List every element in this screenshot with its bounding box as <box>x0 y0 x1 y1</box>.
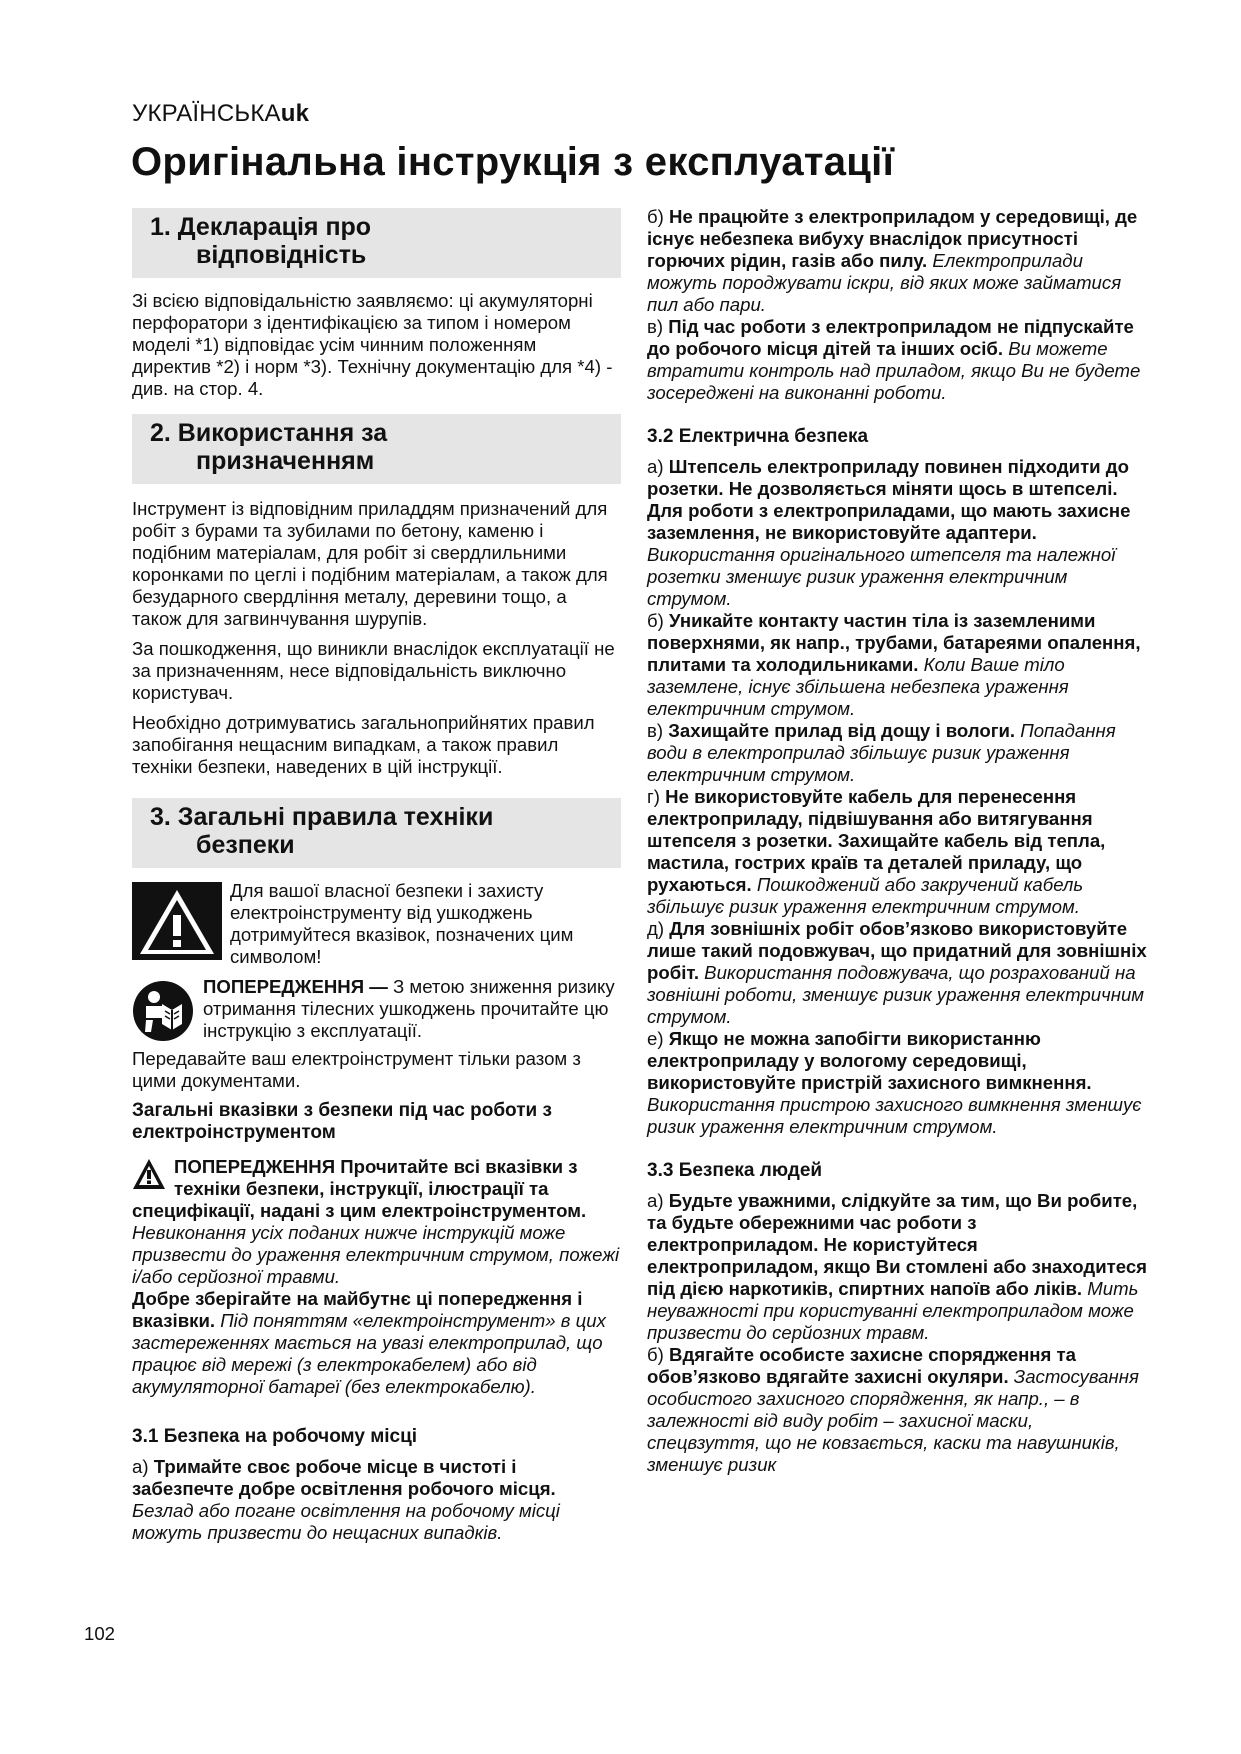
language-code: uk <box>280 100 310 127</box>
general-safety-heading: Загальні вказівки з безпеки під час роботи з електроінструментом <box>132 1100 552 1143</box>
left-column <box>132 208 620 1544</box>
rule-3-3-a: а) Будьте уважними, слідкуйте за тим, що Ви робите, та будьте обережними час роботи з електроприладом. Не користуйтеся електроприладом, якщо Ви стомлені або знаходитеся під дією наркотиків, спиртних напоїв або ліків. Мить неуважності при користуванні електроприладом може призвести до серйозних травм. <box>647 1190 1148 1343</box>
section-3-heading: 3. Загальні правила техніки безпеки <box>132 798 621 868</box>
general-warning-text: ПОПЕРЕДЖЕННЯ Прочитайте всі вказівки з техніки безпеки, інструкції, ілюстрації та специфікації, надані з цим електроінструментом. Невиконання усіх поданих нижче інструкцій може призвести до ураження електричним струмом, пожежі і/або серйозної травми. <box>132 1156 620 1287</box>
warning-icon-small <box>132 1158 166 1190</box>
read-manual-warning <box>132 976 620 1042</box>
read-manual-text: ПОПЕРЕДЖЕННЯ — З метою зниження ризику отримання тілесних ушкоджень прочитайте цю інструкцію з експлуатації. <box>203 976 615 1041</box>
rule-3-3-b: б) Вдягайте особисте захисне спорядження та обов’язково вдягайте захисні окуляри. Застосування особистого захисного спорядження, як напр., – в залежності від виду робіт – захисної маски, спецвзуття, що не ковзається, каски та навушників, зменшує ризик <box>647 1344 1139 1475</box>
safety-symbol-note <box>132 882 620 968</box>
section-1-heading: 1. Декларація про відповідність <box>132 208 621 278</box>
right-column <box>647 206 1147 1476</box>
general-warning-block <box>132 1156 620 1398</box>
rule-3-2-d: г) Не використовуйте кабель для перенесення електроприладу, підвішування або витягування штепселя з розетки. Захищайте кабель від тепла, мастила, гострих країв та деталей приладу, що рухаються. Пошкоджений або закручений кабель збільшує ризик ураження електричним струмом. <box>647 786 1106 917</box>
rule-3-2-e: д) Для зовнішніх робіт обов’язково використовуйте лише такий подовжувач, що придатний для зовнішніх робіт. Використання подовжувача, що розрахований на зовнішні роботи, зменшує ризик ураження електричним струмом. <box>647 918 1147 1027</box>
rule-3-2-c: в) Захищайте прилад від дощу і вологи. Попадання води в електроприлад збільшує ризик ураження електричним струмом. <box>647 720 1116 785</box>
page-number: 102 <box>84 1623 116 1644</box>
intended-use-paragraph-3: Необхідно дотримуватись загальноприйнятих правил запобігання нещасним випадкам, а також правил техніки безпеки, наведених в цій інструкції. <box>132 712 595 777</box>
language-label <box>132 100 309 128</box>
intended-use-paragraph-2: За пошкодження, що виникли внаслідок експлуатації не за призначенням, несе відповідальність виключно користувач. <box>132 638 615 703</box>
rule-3-2-b: б) Уникайте контакту частин тіла із заземленими поверхнями, як напр., трубами, батареями опалення, плитами та холодильниками. Коли Ваше тіло заземлене, існує збільшена небезпека ураження електричним струмом. <box>647 610 1141 719</box>
section-3-3-heading: 3.3 Безпека людей <box>647 1160 823 1181</box>
rule-3-1-c: в) Під час роботи з електроприладом не підпускайте до робочого місця дітей та інших осіб. Ви можете втратити контроль над приладом, якщо Ви не будете зосереджені на виконанні роботи. <box>647 316 1141 403</box>
rule-3-2-f: е) Якщо не можна запобігти використанню електроприладу у вологому середовищі, використовуйте пристрій захисного вимкнення. Використання пристрою захисного вимкнення зменшує ризик ураження електричним струмом. <box>647 1028 1142 1137</box>
rule-3-1-a: а) Тримайте своє робоче місце в чистоті і забезпечте добре освітлення робочого місця. Безлад або погане освітлення на робочому місці можуть призвести до нещасних випадків. <box>132 1456 560 1543</box>
section-3-2-heading: 3.2 Електрична безпека <box>647 426 869 447</box>
declaration-text: Зі всією відповідальністю заявляємо: ці акумуляторні перфоратори з ідентифікацією за типом і номером моделі *1) відповідає усім чинним положенням директив *2) і норм *3). Технічну документацію для *4) - див. на стор. 4. <box>132 290 613 399</box>
pass-on-documents-text: Передавайте ваш електроінструмент тільки разом з цими документами. <box>132 1048 581 1091</box>
keep-instructions-text: Добре зберігайте на майбутнє ці попередження і вказівки. Під поняттям «електроінструмент» в цих застереженнях мається на увазі електроприлад, що працює від мережі (з електрокабелем) або від акумуляторної батареї (без електрокабелю). <box>132 1288 606 1397</box>
warning-triangle-icon <box>132 882 222 960</box>
safety-symbol-text: Для вашої власної безпеки і захисту електроінструменту від ушкоджень дотримуйтеся вказівок, позначених цим символом! <box>230 880 574 967</box>
section-2-heading: 2. Використання за призначенням <box>132 414 621 484</box>
page-title: Оригінальна інструкція з експлуатації <box>131 140 895 184</box>
read-manual-icon <box>132 980 194 1042</box>
intended-use-paragraph-1: Інструмент із відповідним приладдям призначений для робіт з бурами та зубилами по бетону, каменю і подібним матеріалам, для робіт зі свердлильними коронками по цеглі і подібним матеріалам, а також для безударного свердління металу, деревини тощо, а також для загвинчування шурупів. <box>132 498 608 629</box>
rule-3-2-a: а) Штепсель електроприладу повинен підходити до розетки. Не дозволяється міняти щось в штепселі. Для роботи з електроприладами, що мають захисне заземлення, не використовуйте адаптери. Використання оригінального штепселя та належної розетки зменшує ризик ураження електричним струмом. <box>647 456 1131 609</box>
rule-3-1-b: б) Не працюйте з електроприладом у середовищі, де існує небезпека вибуху внаслідок присутності горючих рідин, газів або пилу. Електроприлади можуть породжувати іскри, від яких може займатися пил або пари. <box>647 206 1138 315</box>
language-name: УКРАЇНСЬКА <box>132 100 281 127</box>
section-3-1-heading: 3.1 Безпека на робочому місці <box>132 1426 418 1447</box>
